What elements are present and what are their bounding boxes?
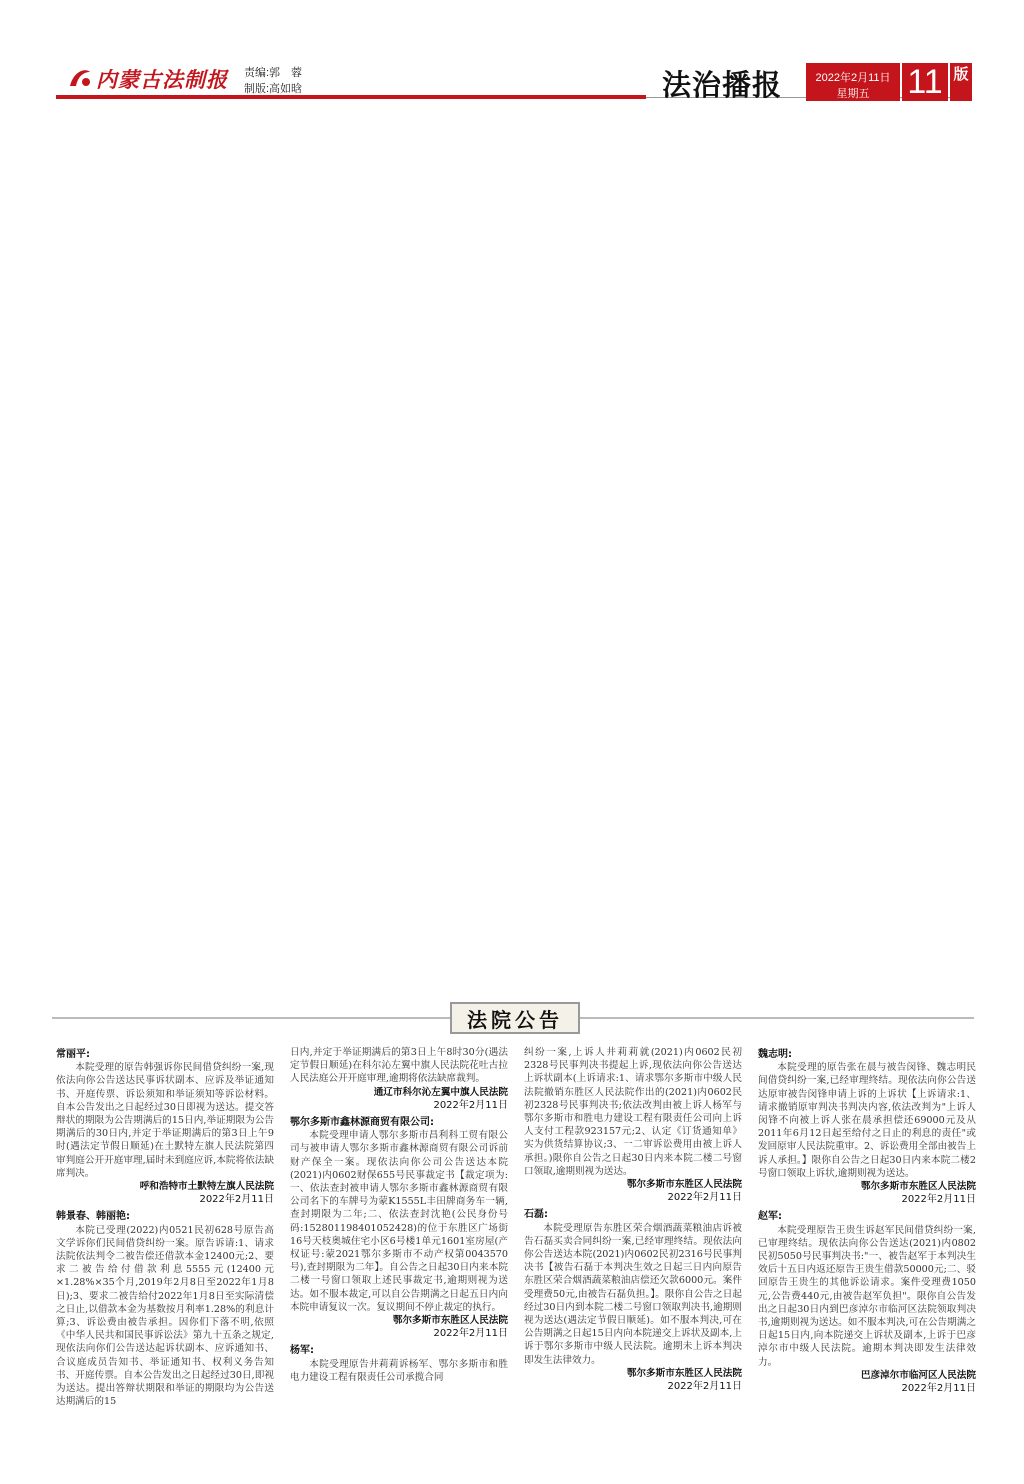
notice-column-3 [524, 1046, 742, 1397]
notice-body-continued: 日内,并定于举证期满后的第3日上午8时30分(遇法定节假日顺延)在科尔沁左翼中旗人民法院花吐古拉人民法庭公开开庭审理,逾期将依法缺席裁判。 [290, 1047, 508, 1085]
notice-date: 2022年2月11日 [433, 1099, 508, 1111]
issue-date-box [806, 63, 900, 101]
editor-credit: 责编:郭 蓉 [244, 67, 303, 79]
layout-credit: 制版:高如晗 [244, 83, 303, 95]
notice-addressee: 魏志明: [758, 1049, 792, 1060]
notice-date: 2022年2月11日 [901, 1194, 976, 1206]
notice-date: 2022年2月11日 [901, 1383, 976, 1395]
banner-title: 法院公告 [467, 1008, 563, 1032]
notice-body: 本院已受理(2022)内0521民初628号原告高文学诉你们民间借贷纠纷一案。原告诉请:1、请求法院依法判令二被告偿还借款本金12400元;2、要求二被告给付借款利息5555元(12400元×1.28%×35个月,2019年2月8日至2022年1月8日);3、要求二被告给付2022年1月8日至实际清偿之日止,以借款本金为基数按月利率1.28%的利息计算;3、诉讼费由被告承担。因你们下落不明,依照《中华人民共和国民事诉讼法》第九十五条之规定,现依法向你们公告送达起诉状副本、应诉通知书、合议庭成员告知书、举证通知书、权利义务告知书、开庭传票。自本公告发出之日起经过30日,即视为送达。提出答辩状期限和举证的期限均为公告送达期满后的15 [56, 1224, 274, 1408]
notice-addressee: 赵军: [758, 1211, 782, 1223]
notice-body-continued: 纠纷一案,上诉人井莉莉就(2021)内0602民初2328号民事判决书提起上诉,现依法向你公告送达上诉状副本(上诉请求:1、请求鄂尔多斯市中级人民法院撤销东胜区人民法院作出的(2021)内0602民初2328号民事判决书;依法改判由被上诉人杨军与鄂尔多斯市和胜电力建设工程有限责任公司向上诉人支付工程款923157元;2、认定《订货通知单》实为供货结算协议;3、一二审诉讼费用由被上诉人承担。)限你自公告之日起30日内来本院二楼二号窗口领取,逾期则视为送达。 [524, 1047, 742, 1177]
notice-date: 2022年2月11日 [199, 1194, 274, 1206]
notice-court: 巴彦淖尔市临河区人民法院 [860, 1369, 976, 1381]
notice-addressee: 鄂尔多斯市鑫林源商贸有限公司: [290, 1117, 434, 1129]
banner-rule-right [580, 1017, 974, 1019]
notice-court: 呼和浩特市土默特左旗人民法院 [139, 1181, 274, 1193]
notice-body: 本院受理的原告韩强诉你民间借贷纠纷一案,现依法向你公告送达民事诉状副本、应诉及举证通知书、开庭传票、诉讼须知和举证须知等诉讼材料。自本公告发出之日起经过30日即视为送达。提交答辩状的期限为公告期满后的15日内,举证期限为公告期满后的30日内,并定于举证期满后的第3日上午9时(遇法定节假日顺延)在土默特左旗人民法院第四审判庭公开开庭审理,届时未到庭应诉,本院将依法缺席判决。 [56, 1062, 274, 1179]
issue-date: 2022年2月11日 [815, 72, 891, 84]
notice-date: 2022年2月11日 [667, 1381, 742, 1393]
section-title: 法治播报 [662, 68, 783, 102]
issue-weekday: 星期五 [836, 88, 870, 100]
page-suffix: 版 [950, 63, 972, 101]
masthead-rule [56, 95, 646, 99]
notice-addressee: 韩景春、韩丽艳: [56, 1211, 130, 1223]
notice-body: 本院受理的原告张在晨与被告闵锋、魏志明民间借贷纠纷一案,已经审理终结。现依法向你公告送达原审被告闵锋申请上诉的上诉状【上诉请求:1、请求撤销原审判决书判决内容,依法改判为"上诉人闵锋不向被上诉人张在晨承担偿还69000元及从2011年6月12日起至给付之日止的利息的责任"或发回原审人民法院重审。2、诉讼费用全部由被告上诉人承担。】限你自公告之日起30日内来本院二楼2号窗口领取上诉状,逾期则视为送达。 [758, 1062, 976, 1179]
notice-date: 2022年2月11日 [433, 1328, 508, 1340]
notice-body: 本院受理原告王贵生诉赵军民间借贷纠纷一案,已审理终结。现依法向你公告送达(2021)内0802民初5050号民事判决书:"一、被告赵军于本判决生效后十五日内返还原告王贵生借款50000元;二、驳回原告王贵生的其他诉讼请求。案件受理费1050元,公告费440元,由被告赵军负担"。限你自公告发出之日起30日内到巴彦淖尔市临河区法院领取判决书,逾期则视为送达。如不服本判决,可在公告期满之日起15日内,向本院递交上诉状及副本,上诉于巴彦淖尔市中级人民法院。逾期本判决即发生法律效力。 [758, 1224, 976, 1368]
newspaper-logo: 内蒙古法制报 [96, 67, 228, 92]
notice-court: 鄂尔多斯市东胜区人民法院 [860, 1181, 976, 1193]
notice-date: 2022年2月11日 [667, 1192, 742, 1204]
notice-addressee: 石磊: [524, 1209, 548, 1221]
notice-column-1 [56, 1046, 274, 1408]
page-number: 11 [902, 63, 948, 101]
notice-court: 鄂尔多斯市东胜区人民法院 [626, 1179, 742, 1191]
notice-body: 本院受理原告东胜区荣合烟酒蔬菜粮油店诉被告石磊买卖合同纠纷一案,已经审理终结。现依法向你公告送达本院(2021)内0602民初2316号民事判决书【被告石磊于本判决生效之日起三日内向原告东胜区荣合烟酒蔬菜粮油店偿还欠款6000元。案件受理费50元,由被告石磊负担。】。限你自公告之日起经过30日内到本院二楼二号窗口领取判决书,逾期则视为送达(遇法定节假日顺延)。如不服本判决,可在公告期满之日起15日内向本院递交上诉状及副本,上诉于鄂尔多斯市中级人民法院。逾期未上诉本判决即发生法律效力。 [524, 1222, 742, 1366]
notice-addressee: 杨军: [290, 1345, 314, 1357]
notice-court: 通辽市科尔沁左翼中旗人民法院 [373, 1086, 508, 1098]
notice-body: 本院受理申请人鄂尔多斯市昌利科工贸有限公司与被申请人鄂尔多斯市鑫林源商贸有限公司诉前财产保全一案。现依法向你公司公告送达本院(2021)内0602财保655号民事裁定书【裁定项为:一、依法查封被申请人鄂尔多斯市鑫林源商贸有限公司名下的车牌号为蒙K1555L丰田牌商务车一辆,查封期限为二年;二、依法查封沈艳(公民身份号码:152801198401052428)的位于东胜区广场街16号天枝奥城住宅小区6号楼1单元1601室房屋(产权证号:蒙2021鄂尔多斯市不动产权第0043570号),查封期限为二年】。自公告之日起30日内来本院二楼一号窗口领取上述民事裁定书,逾期则视为送达。如不服本裁定,可以自公告期满之日起五日内向本院申请复议一次。复议期间不停止裁定的执行。 [290, 1130, 508, 1313]
banner-rule-left [52, 1017, 450, 1019]
notice-body: 本院受理原告井莉莉诉杨军、鄂尔多斯市和胜电力建设工程有限责任公司承揽合同 [290, 1358, 508, 1383]
newspaper-logo-icon [66, 64, 94, 92]
notice-court: 鄂尔多斯市东胜区人民法院 [626, 1367, 742, 1379]
notice-column-4 [758, 1046, 976, 1399]
notice-addressee: 常丽平: [56, 1049, 90, 1060]
notice-column-2 [290, 1046, 508, 1384]
notice-court: 鄂尔多斯市东胜区人民法院 [392, 1315, 508, 1327]
